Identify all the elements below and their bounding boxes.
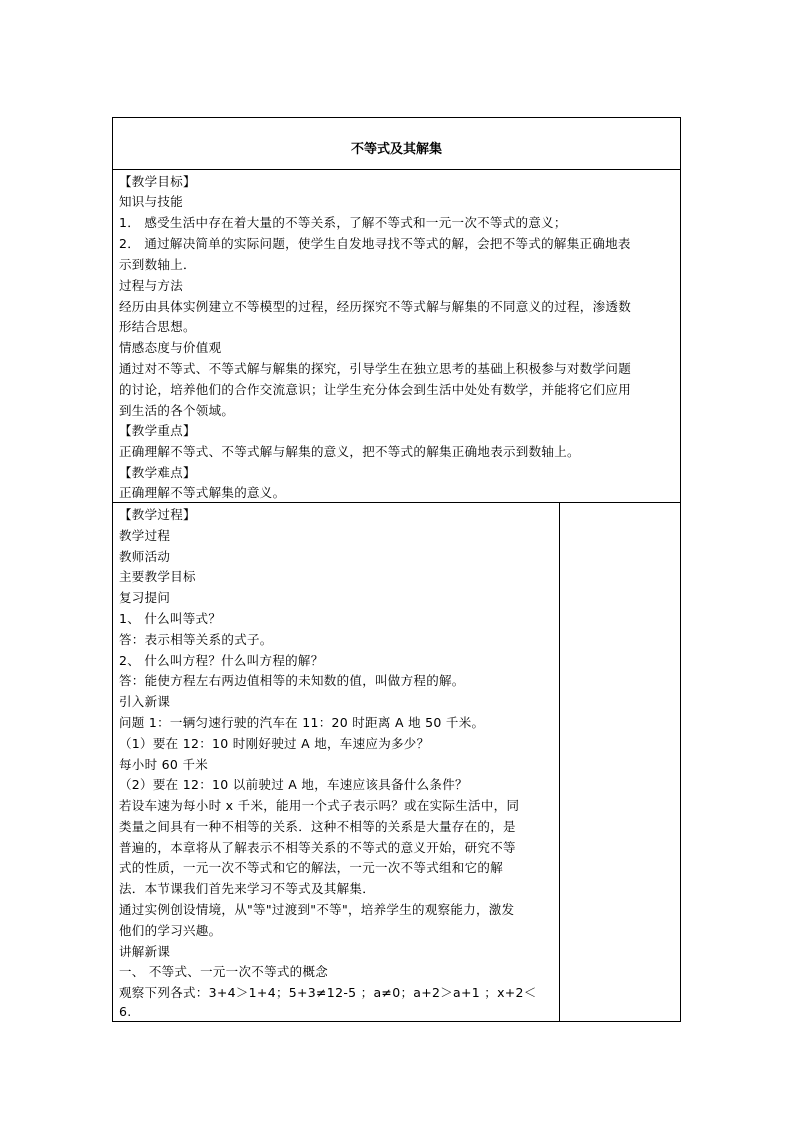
goals-line: 1． 感受生活中存在着大量的不等关系，了解不等式和一元一次不等式的意义； [119, 215, 567, 230]
process-line: 答：表示相等关系的式子。 [119, 632, 273, 647]
goals-line: 的讨论，培养他们的合作交流意识；让学生充分体会到生活中处处有数学，并能将它们应用 [119, 382, 632, 397]
process-line: 1、 什么叫等式？ [119, 611, 222, 626]
process-line: 【教学过程】 [119, 507, 196, 522]
goals-line: 正确理解不等式、不等式解与解集的意义，把不等式的解集正确地表示到数轴上。 [119, 444, 580, 459]
goals-line: 【教学难点】 [119, 465, 196, 480]
lesson-table [112, 117, 681, 1022]
goals-line: 经历由具体实例建立不等模型的过程，经历探究不等式解与解集的不同意义的过程，渗透数 [119, 299, 632, 314]
process-line: 主要教学目标 [119, 569, 196, 584]
process-line: 6. [119, 1004, 132, 1019]
goals-line: 过程与方法 [119, 278, 184, 293]
process-line: 讲解新课 [119, 944, 171, 959]
process-line: （2）要在 12：10 以前驶过 A 地，车速应该具备什么条件？ [119, 777, 468, 792]
goals-line: 形结合思想。 [119, 319, 196, 334]
goals-line: 通过对不等式、不等式解与解集的探究，引导学生在独立思考的基础上积极参与对数学问题 [119, 361, 632, 376]
process-line: 类量之间具有一种不相等的关系．这种不相等的关系是大量存在的，是 [119, 819, 516, 834]
process-line: 每小时 60 千米 [119, 757, 209, 772]
process-line: （1）要在 12：10 时刚好驶过 A 地，车速应为多少？ [119, 736, 430, 751]
process-cell [113, 503, 680, 1021]
process-line: 教学过程 [119, 528, 171, 543]
column-divider [559, 503, 560, 1021]
process-line: 答：能使方程左右两边值相等的未知数的值，叫做方程的解。 [119, 673, 465, 688]
process-line: 式的性质，一元一次不等式和它的解法，一元一次不等式组和它的解 [119, 860, 504, 875]
process-line: 教师活动 [119, 549, 171, 564]
process-line: 一、 不等式、一元一次不等式的概念 [119, 964, 329, 979]
process-line: 他们的学习兴趣。 [119, 923, 222, 938]
goals-line: 【教学重点】 [119, 423, 196, 438]
title-cell [113, 118, 680, 170]
process-line: 通过实例创设情境，从"等"过渡到"不等"，培养学生的观察能力，激发 [119, 902, 515, 917]
process-line: 问题 1：一辆匀速行驶的汽车在 11：20 时距离 A 地 50 千米。 [119, 715, 485, 730]
page-title: 不等式及其解集 [350, 142, 442, 157]
process-line: 普遍的，本章将从了解表示不相等关系的不等式的意义开始，研究不等 [119, 840, 516, 855]
goals-line: 2． 通过解决简单的实际问题，使学生自发地寻找不等式的解，会把不等式的解集正确地表 [119, 236, 631, 251]
goals-line: 正确理解不等式解集的意义。 [119, 485, 286, 500]
process-line: 法．本节课我们首先来学习不等式及其解集． [119, 881, 376, 896]
process-line: 2、 什么叫方程？什么叫方程的解？ [119, 653, 324, 668]
goals-cell [113, 170, 680, 503]
process-line: 复习提问 [119, 590, 171, 605]
goals-line: 知识与技能 [119, 194, 184, 209]
goals-line: 【教学目标】 [119, 174, 196, 189]
process-line: 观察下列各式：3+4＞1+4；5+3≠12-5 ；a≠0；a+2＞a+1 ；x+2＜ [119, 985, 537, 1000]
goals-line: 示到数轴上． [119, 257, 196, 272]
process-line: 引入新课 [119, 694, 171, 709]
goals-line: 情感态度与价值观 [119, 340, 222, 355]
goals-line: 到生活的各个领域。 [119, 403, 235, 418]
process-line: 若设车速为每小时 x 千米，能用一个式子表示吗？或在实际生活中，同 [119, 798, 520, 813]
